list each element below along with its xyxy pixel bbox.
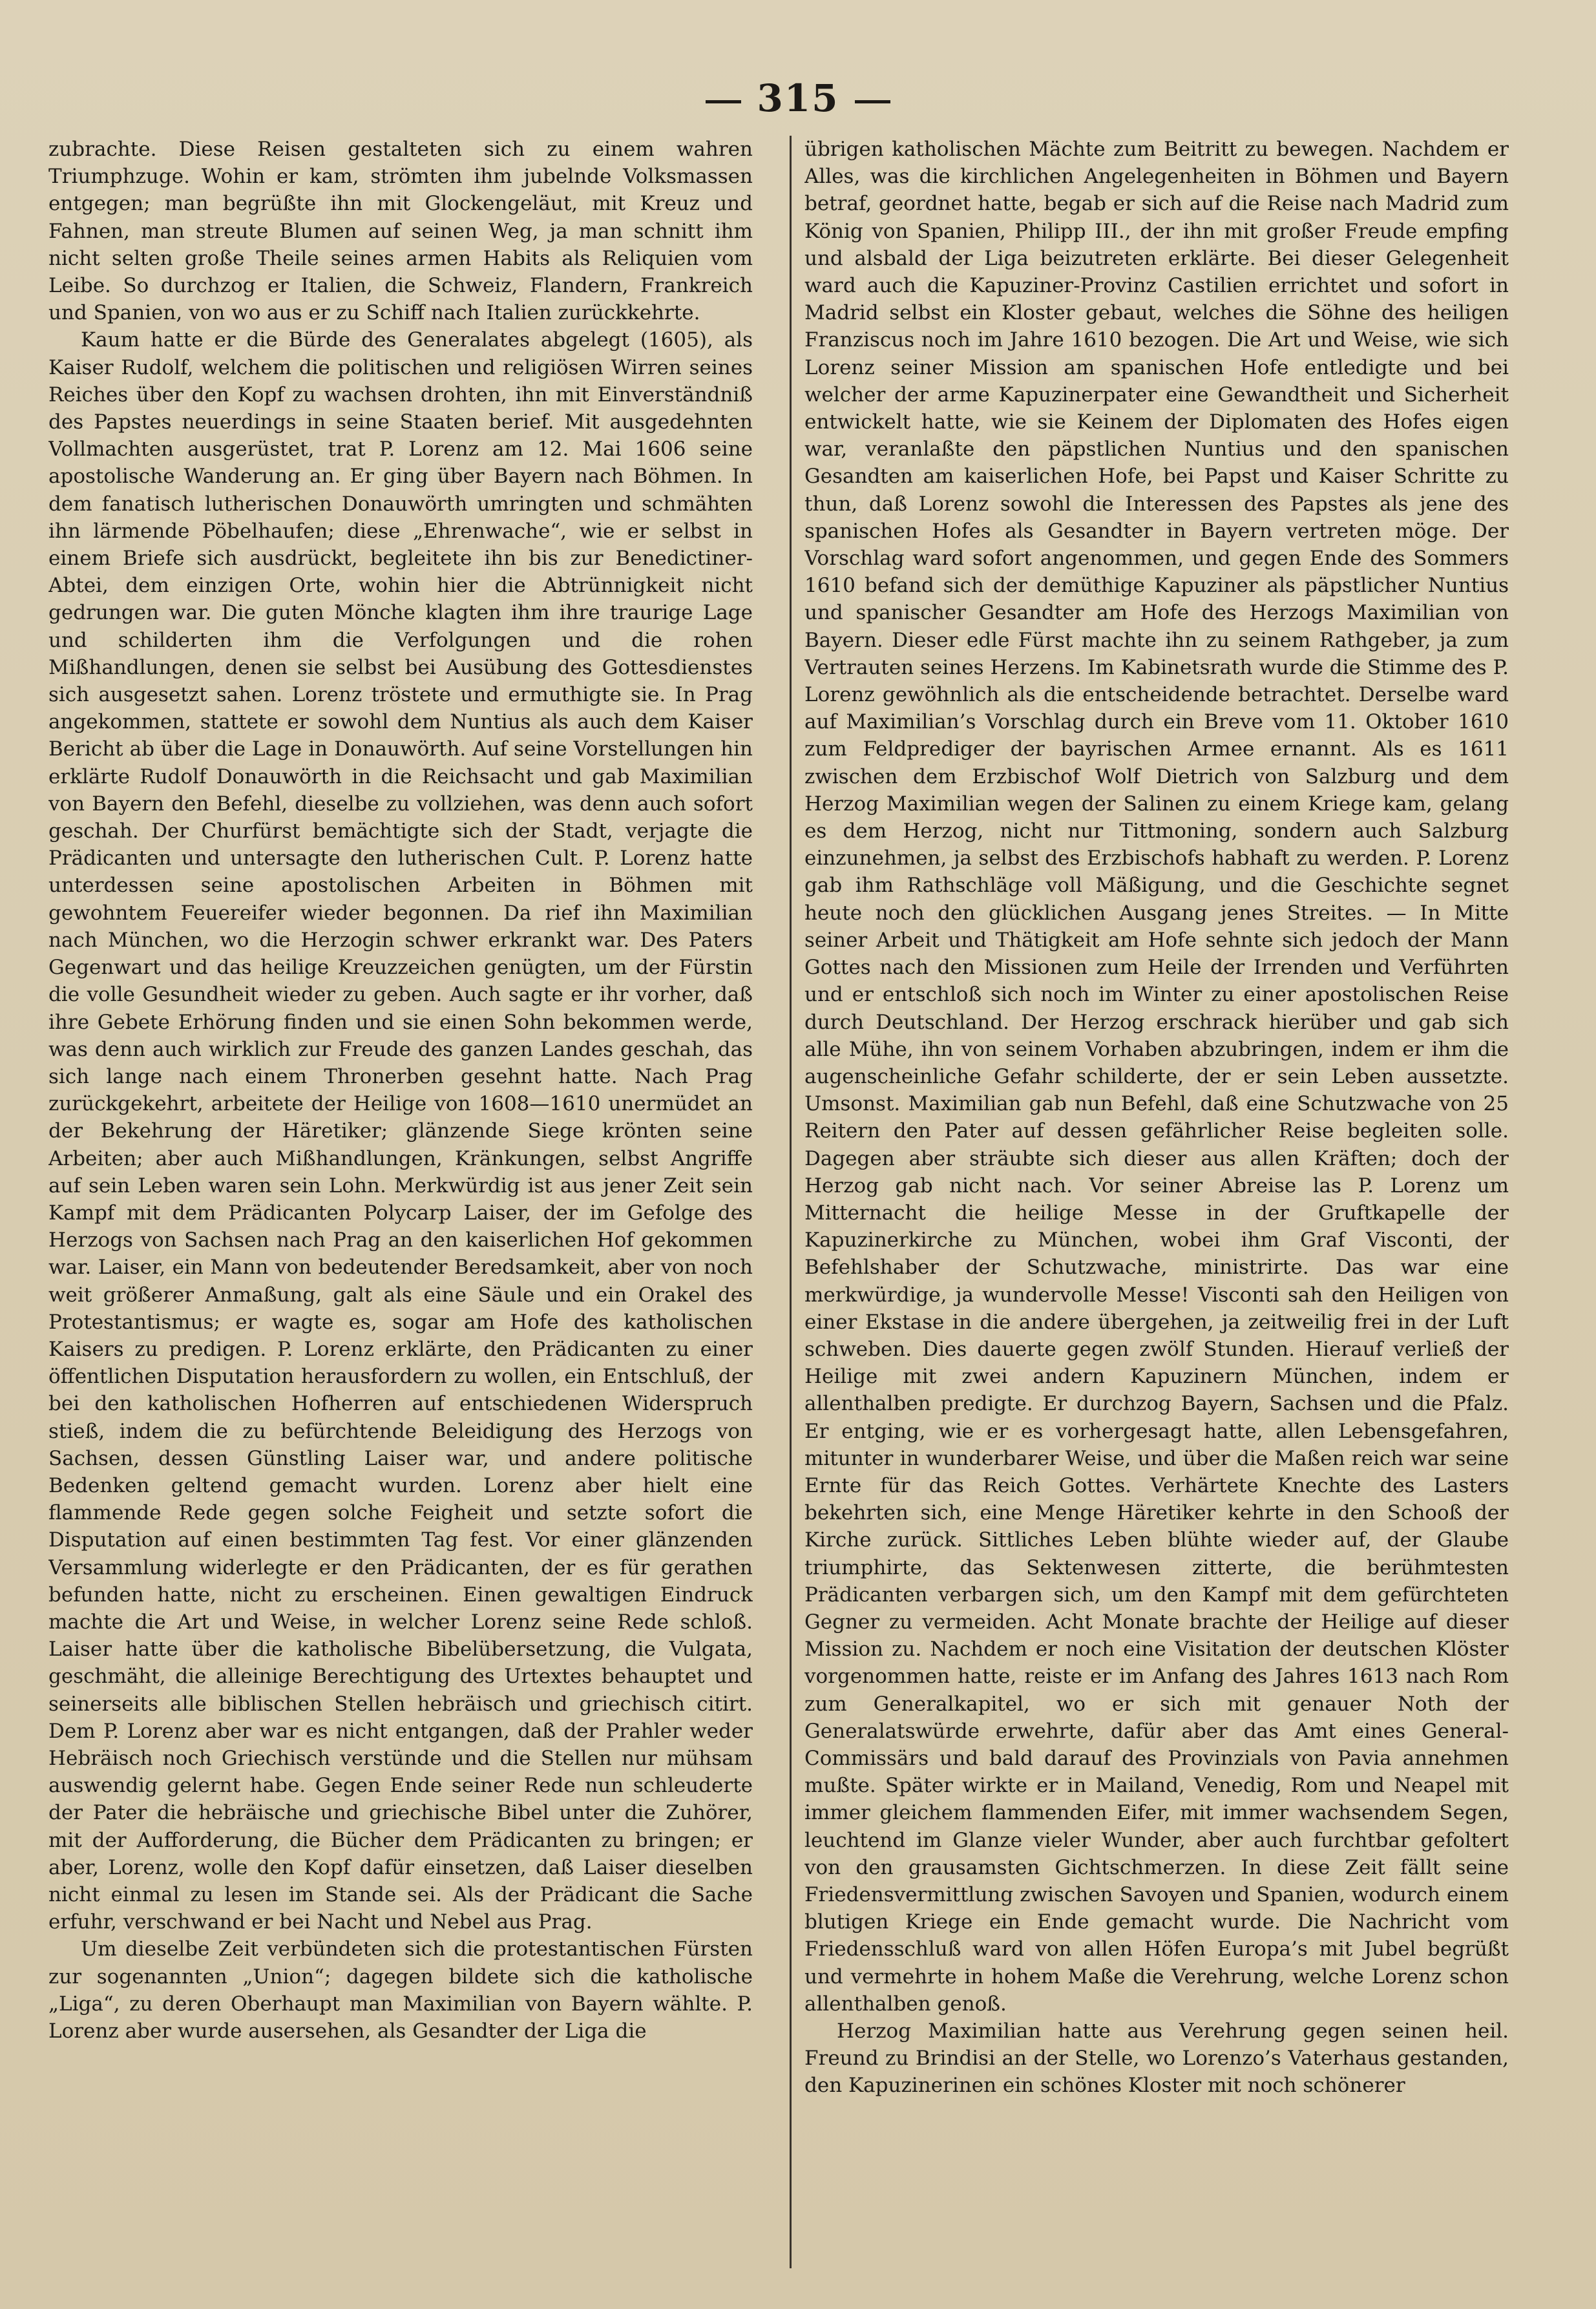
header-dash-left [706, 100, 741, 103]
right-column [804, 136, 1509, 2268]
page-number: 315 [757, 76, 839, 120]
header-dash-right [855, 100, 890, 103]
left-column [48, 136, 753, 2268]
paragraph: zubrachte. Diese Reisen gestalteten sich zu einem wahren Triumphzuge. Wohin er kam, strömten ihm jubelnde Volksmassen entgegen; man begrüßte ihn mit Glockengeläut, mit Kreuz und Fahnen, man streute Blumen auf seinen Weg, ja man schnitt ihm nicht selten große Theile seines armen Habits als Reliquien vom Leibe. So durchzog er Italien, die Schweiz, Flandern, Frankreich und Spanien, von wo aus er zu Schiff nach Italien zurückkehrte. [48, 138, 753, 325]
paragraph: Herzog Maximilian hatte aus Verehrung gegen seinen heil. Freund zu Brindisi an der Stelle, wo Lorenzo’s Vaterhaus gestanden, den Kapuzinerinen ein schönes Kloster mit noch schönerer [804, 2019, 1509, 2098]
paragraph: übrigen katholischen Mächte zum Beitritt zu bewegen. Nachdem er Alles, was die kirchlichen Angelegenheiten in Böhmen und Bayern betraf, geordnet hatte, begab er sich auf die Reise nach Madrid zum König von Spanien, Philipp III., der ihn mit großer Freude empfing und alsbald der Liga beizutreten erklärte. Bei dieser Gelegenheit ward auch die Kapuziner-Provinz Castilien errichtet und sofort in Madrid selbst ein Kloster gebaut, welches die Söhne des heiligen Franziscus noch im Jahre 1610 bezogen. Die Art und Weise, wie sich Lorenz seiner Mission am spanischen Hofe entledigte und bei welcher der arme Kapuzinerpater eine Gewandtheit und Sicherheit entwickelt hatte, wie sie Keinem der Diplomaten des Hofes eigen war, veranlaßte den päpstlichen Nuntius und den spanischen Gesandten am kaiserlichen Hofe, bei Papst und Kaiser Schritte zu thun, daß Lorenz sowohl die Interessen des Papstes als jene des spanischen Hofes als Gesandter in Bayern vertreten möge. Der Vorschlag ward sofort angenommen, und gegen Ende des Sommers 1610 befand sich der demüthige Kapuziner als päpstlicher Nuntius und spanischer Gesandter am Hofe des Herzogs Maximilian von Bayern. Dieser edle Fürst machte ihn zu seinem Rathgeber, ja zum Vertrauten seines Herzens. Im Kabinetsrath wurde die Stimme des P. Lorenz gewöhnlich als die entscheidende betrachtet. Derselbe ward auf Maximilian’s Vorschlag durch ein Breve vom 11. Oktober 1610 zum Feldprediger der bayrischen Armee ernannt. Als es 1611 zwischen dem Erzbischof Wolf Dietrich von Salzburg und dem Herzog Maximilian wegen der Salinen zu einem Kriege kam, gelang es dem Herzog, nicht nur Tittmoning, sondern auch Salzburg einzunehmen, ja selbst des Erzbischofs habhaft zu werden. P. Lorenz gab ihm Rathschläge voll Mäßigung, und die Geschichte segnet heute noch den glücklichen Ausgang jenes Streites. — In Mitte seiner Arbeit und Thätigkeit am Hofe sehnte sich jedoch der Mann Gottes nach den Missionen zum Heile der Irrenden und Verführten und er entschloß sich noch im Winter zu einer apostolischen Reise durch Deutschland. Der Herzog erschrack hierüber und gab sich alle Mühe, ihn von seinem Vorhaben abzubringen, indem er ihm die augenscheinliche Gefahr schilderte, der er sein Leben aussetzte. Umsonst. Maximilian gab nun Befehl, daß eine Schutzwache von 25 Reitern den Pater auf dessen gefährlicher Reise begleiten solle. Dagegen aber sträubte sich dieser aus allen Kräften; doch der Herzog gab nicht nach. Vor seiner Abreise las P. Lorenz um Mitternacht die heilige Messe in der Gruftkapelle der Kapuzinerkirche zu München, wobei ihm Graf Visconti, der Befehlshaber der Schutzwache, ministrirte. Das war eine merkwürdige, ja wundervolle Messe! Visconti sah den Heiligen von einer Ekstase in die andere übergehen, ja zeitweilig frei in der Luft schweben. Dies dauerte gegen zwölf Stunden. Hierauf verließ der Heilige mit zwei andern Kapuzinern München, indem er allenthalben predigte. Er durchzog Bayern, Sachsen und die Pfalz. Er entging, wie er es vorhergesagt hatte, allen Lebensgefahren, mitunter in wunderbarer Weise, und über die Maßen reich war seine Ernte für das Reich Gottes. Verhärtete Knechte des Lasters bekehrten sich, eine Menge Häretiker kehrte in den Schooß der Kirche zurück. Sittliches Leben blühte wieder auf, der Glaube triumphirte, das Sektenwesen zitterte, die berühmtesten Prädicanten verbargen sich, um den Kampf mit dem gefürchteten Gegner zu vermeiden. Acht Monate brachte der Heilige auf dieser Mission zu. Nachdem er noch eine Visitation der deutschen Klöster vorgenommen hatte, reiste er im Anfang des Jahres 1613 nach Rom zum Generalkapitel, wo er sich mit genauer Noth der Generalatswürde erwehrte, dafür aber das Amt eines General-Commissärs und bald darauf des Provinzials von Pavia annehmen mußte. Später wirkte er in Mailand, Venedig, Rom und Neapel mit immer gleichem flammenden Eifer, mit immer wachsendem Segen, leuchtend im Glanze vieler Wunder, aber auch furchtbar gefoltert von den grausamsten Gichtschmerzen. In diese Zeit fällt seine Friedensvermittlung zwischen Savoyen und Spanien, wodurch einem blutigen Kriege ein Ende gemacht wurde. Die Nachricht vom Friedensschluß ward von allen Höfen Europa’s mit Jubel begrüßt und vermehrte in hohem Maße die Verehrung, welche Lorenz schon allenthalben genoß. [804, 138, 1509, 2016]
paragraph: Kaum hatte er die Bürde des Generalates abgelegt (1605), als Kaiser Rudolf, welchem die politischen und religiösen Wirren seines Reiches über den Kopf zu wachsen drohten, ihn mit Einverständniß des Papstes neuerdings in seine Staaten berief. Mit ausgedehnten Vollmachten ausgerüstet, trat P. Lorenz am 12. Mai 1606 seine apostolische Wanderung an. Er ging über Bayern nach Böhmen. In dem fanatisch lutherischen Donauwörth umringten und schmähten ihn lärmende Pöbelhaufen; diese „Ehrenwache“, wie er selbst in einem Briefe sich ausdrückt, begleitete ihn bis zur Benedictiner-Abtei, dem einzigen Orte, wohin hier die Abtrünnigkeit nicht gedrungen war. Die guten Mönche klagten ihm ihre traurige Lage und schilderten ihm die Verfolgungen und die rohen Mißhandlungen, denen sie selbst bei Ausübung des Gottesdienstes sich ausgesetzt sahen. Lorenz tröstete und ermuthigte sie. In Prag angekommen, stattete er sowohl dem Nuntius als auch dem Kaiser Bericht ab über die Lage in Donauwörth. Auf seine Vorstellungen hin erklärte Rudolf Donauwörth in die Reichsacht und gab Maximilian von Bayern den Befehl, dieselbe zu vollziehen, was denn auch sofort geschah. Der Churfürst bemächtigte sich der Stadt, verjagte die Prädicanten und untersagte den lutherischen Cult. P. Lorenz hatte unterdessen seine apostolischen Arbeiten in Böhmen mit gewohntem Feuereifer wieder begonnen. Da rief ihn Maximilian nach München, wo die Herzogin schwer erkrankt war. Des Paters Gegenwart und das heilige Kreuzzeichen genügten, um der Fürstin die volle Gesundheit wieder zu geben. Auch sagte er ihr vorher, daß ihre Gebete Erhörung finden und sie einen Sohn bekommen werde, was denn auch wirklich zur Freude des ganzen Landes geschah, das sich lange nach einem Thronerben gesehnt hatte. Nach Prag zurückgekehrt, arbeitete der Heilige von 1608—1610 unermüdet an der Bekehrung der Häretiker; glänzende Siege krönten seine Arbeiten; aber auch Mißhandlungen, Kränkungen, selbst Angriffe auf sein Leben waren sein Lohn. Merkwürdig ist aus jener Zeit sein Kampf mit dem Prädicanten Polycarp Laiser, der im Gefolge des Herzogs von Sachsen nach Prag an den kaiserlichen Hof gekommen war. Laiser, ein Mann von bedeutender Beredsamkeit, aber von noch weit größerer Anmaßung, galt als eine Säule und ein Orakel des Protestantismus; er wagte es, sogar am Hofe des katholischen Kaisers zu predigen. P. Lorenz erklärte, den Prädicanten zu einer öffentlichen Disputation herausfordern zu wollen, ein Entschluß, der bei den katholischen Hofherren auf entschiedenen Widerspruch stieß, indem die zu befürchtende Beleidigung des Herzogs von Sachsen, dessen Günstling Laiser war, und andere politische Bedenken geltend gemacht wurden. Lorenz aber hielt eine flammende Rede gegen solche Feigheit und setzte sofort die Disputation auf einen bestimmten Tag fest. Vor einer glänzenden Versammlung widerlegte er den Prädicanten, der es für gerathen befunden hatte, nicht zu erscheinen. Einen gewaltigen Eindruck machte die Art und Weise, in welcher Lorenz seine Rede schloß. Laiser hatte über die katholische Bibelübersetzung, die Vulgata, geschmäht, die alleinige Berechtigung des Urtextes behauptet und seinerseits alle biblischen Stellen hebräisch und griechisch citirt. Dem P. Lorenz aber war es nicht entgangen, daß der Prahler weder Hebräisch noch Griechisch verstünde und die Stellen nur mühsam auswendig gelernt habe. Gegen Ende seiner Rede nun schleuderte der Pater die hebräische und griechische Bibel unter die Zuhörer, mit der Aufforderung, die Bücher dem Prädicanten zu bringen; er aber, Lorenz, wolle den Kopf dafür einsetzen, daß Laiser dieselben nicht einmal zu lesen im Stande sei. Als der Prädicant die Sache erfuhr, verschwand er bei Nacht und Nebel aus Prag. [48, 328, 753, 1934]
column-divider [790, 136, 792, 2268]
page-header [0, 76, 1596, 120]
paragraph: Um dieselbe Zeit verbündeten sich die protestantischen Fürsten zur sogenannten „Union“; dagegen bildete sich die katholische „Liga“, zu deren Oberhaupt man Maximilian von Bayern wählte. P. Lorenz aber wurde ausersehen, als Gesandter der Liga die [48, 1937, 753, 2043]
